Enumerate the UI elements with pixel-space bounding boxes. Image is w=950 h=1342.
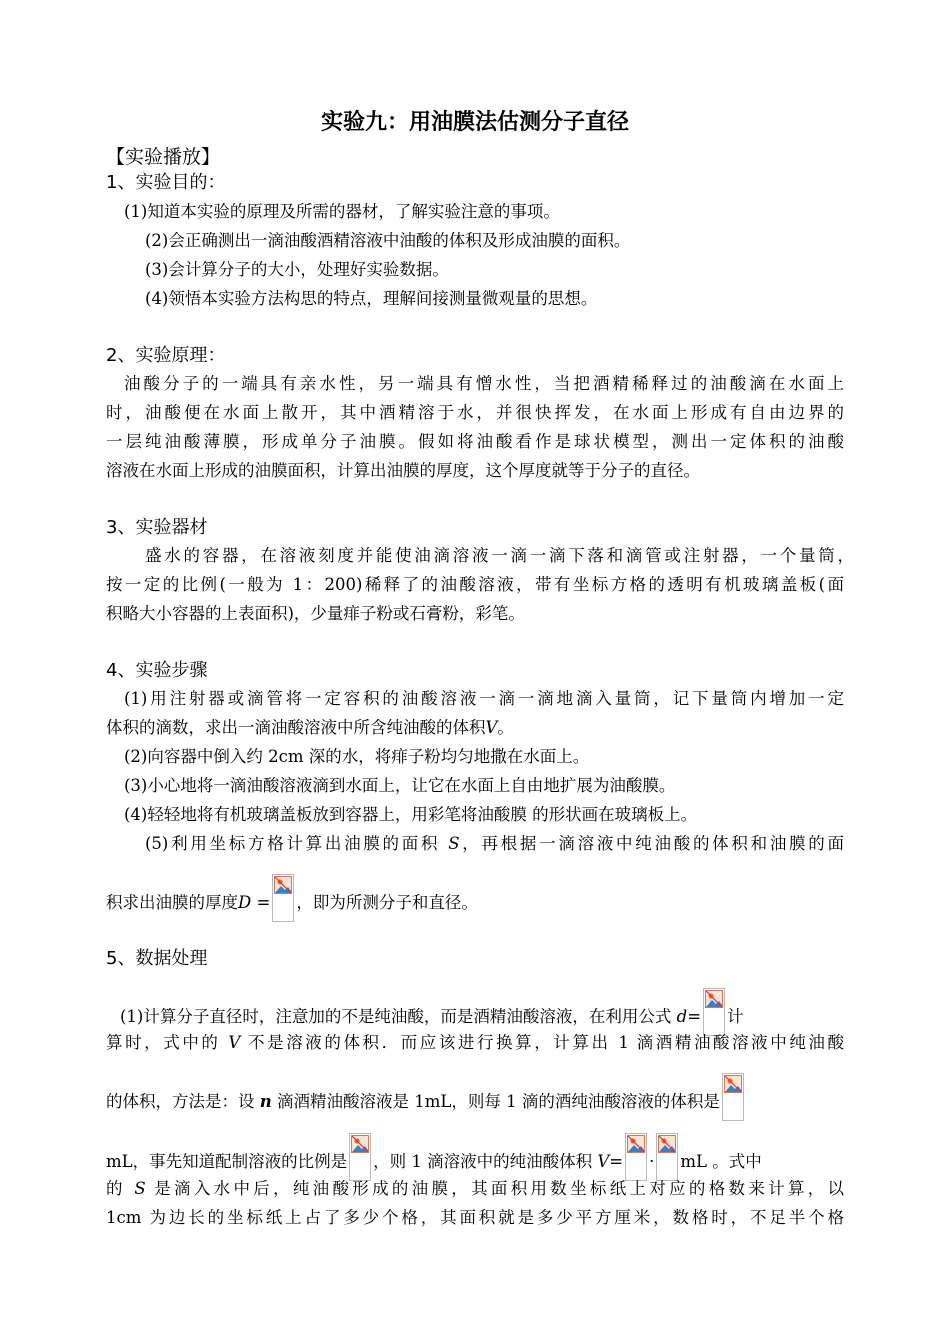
equipment-line-1: 盛水的容器，在溶液刻度并能使油滴溶液一滴一滴下落和滴管或注射器，一个量筒，	[145, 546, 854, 565]
objective-item-1: (1)知道本实验的原理及所需的器材，了解实验注意的事项。	[124, 202, 560, 221]
section-1-heading: 1、实验目的：	[106, 172, 226, 193]
step-5-line-2: 积求出油膜的厚度D = ，即为所测分子和直径。	[106, 874, 478, 922]
step-2: (2)向容器中倒入约 2cm 深的水，将痱子粉均匀地撒在水面上。	[124, 747, 590, 766]
page-title: 实验九：用油膜法估测分子直径	[320, 110, 629, 135]
section-bracket-heading: 【实验播放】	[106, 146, 221, 168]
objective-item-3: (3)会计算分子的大小，处理好实验数据。	[145, 260, 449, 279]
objective-item-2: (2)会正确测出一滴油酸酒精溶液中油酸的体积及形成油膜的面积。	[145, 231, 631, 250]
data-line-4: mL，事先知道配制溶液的比例是 ，则 1 滴溶液中的纯油酸体积 V= · mL 。式中	[106, 1133, 762, 1181]
data-line-5: 的 S 是滴入水中后，纯油酸形成的油膜，其面积用数坐标纸上对应的格数来计算，以	[106, 1179, 845, 1198]
data-line-1: (1)计算分子直径时，注意加的不是纯油酸，而是酒精油酸溶液，在利用公式 d= 计	[120, 988, 744, 1036]
formula-image-icon	[703, 988, 725, 1036]
formula-image-icon	[349, 1133, 371, 1181]
formula-image-icon	[625, 1133, 647, 1181]
data-line-3: 的体积，方法是：设 n 滴酒精油酸溶液是 1mL，则每 1 滴的酒纯油酸溶液的体积是	[106, 1073, 746, 1121]
principle-line-4: 溶液在水面上形成的油膜面积，计算出油膜的厚度，这个厚度就等于分子的直径。	[106, 461, 700, 480]
principle-line-1: 油酸分子的一端具有亲水性，另一端具有憎水性，当把酒精稀释过的油酸滴在水面上	[124, 374, 844, 393]
step-4: (4)轻轻地将有机玻璃盖板放到容器上，用彩笔将油酸膜 的形状画在玻璃板上。	[124, 805, 698, 824]
principle-line-2: 时，油酸便在水面上散开，其中酒精溶于水，并很快挥发，在水面上形成有自由边界的	[106, 403, 844, 422]
section-4-heading: 4、实验步骤	[106, 660, 208, 681]
section-3-heading: 3、实验器材	[106, 517, 208, 538]
equipment-line-3: 积略大小容器的上表面积)，少量痱子粉或石膏粉，彩笔。	[106, 604, 525, 623]
data-line-6: 1cm 为边长的坐标纸上占了多少个格，其面积就是多少平方厘米，数格时，不足半个格	[106, 1208, 844, 1227]
step-5-line-1: (5)利用坐标方格计算出油膜的面积 S，再根据一滴溶液中纯油酸的体积和油膜的面	[145, 834, 845, 853]
section-5-heading: 5、数据处理	[106, 948, 208, 969]
principle-line-3: 一层纯油酸薄膜，形成单分子油膜。假如将油酸看作是球状模型，测出一定体积的油酸	[106, 432, 844, 451]
objective-item-4: (4)领悟本实验方法构思的特点，理解间接测量微观量的思想。	[145, 289, 598, 308]
step-1-line-1: (1)用注射器或滴管将一定容积的油酸溶液一滴一滴地滴入量筒，记下量筒内增加一定	[124, 689, 844, 708]
step-3: (3)小心地将一滴油酸溶液滴到水面上，让它在水面上自由地扩展为油酸膜。	[124, 776, 676, 795]
equipment-line-2: 按一定的比例(一般为 1：200)稀释了的油酸溶液，带有坐标方格的透明有机玻璃盖板(面	[106, 575, 844, 594]
formula-image-icon	[656, 1133, 678, 1181]
formula-image-icon	[272, 874, 294, 922]
data-line-2: 算时，式中的 V 不是溶液的体积．而应该进行换算，计算出 1 滴酒精油酸溶液中纯油酸	[106, 1033, 844, 1052]
section-2-heading: 2、实验原理：	[106, 345, 226, 366]
formula-image-icon	[722, 1073, 744, 1121]
step-1-line-2: 体积的滴数，求出一滴油酸溶液中所含纯油酸的体积V。	[106, 718, 514, 737]
